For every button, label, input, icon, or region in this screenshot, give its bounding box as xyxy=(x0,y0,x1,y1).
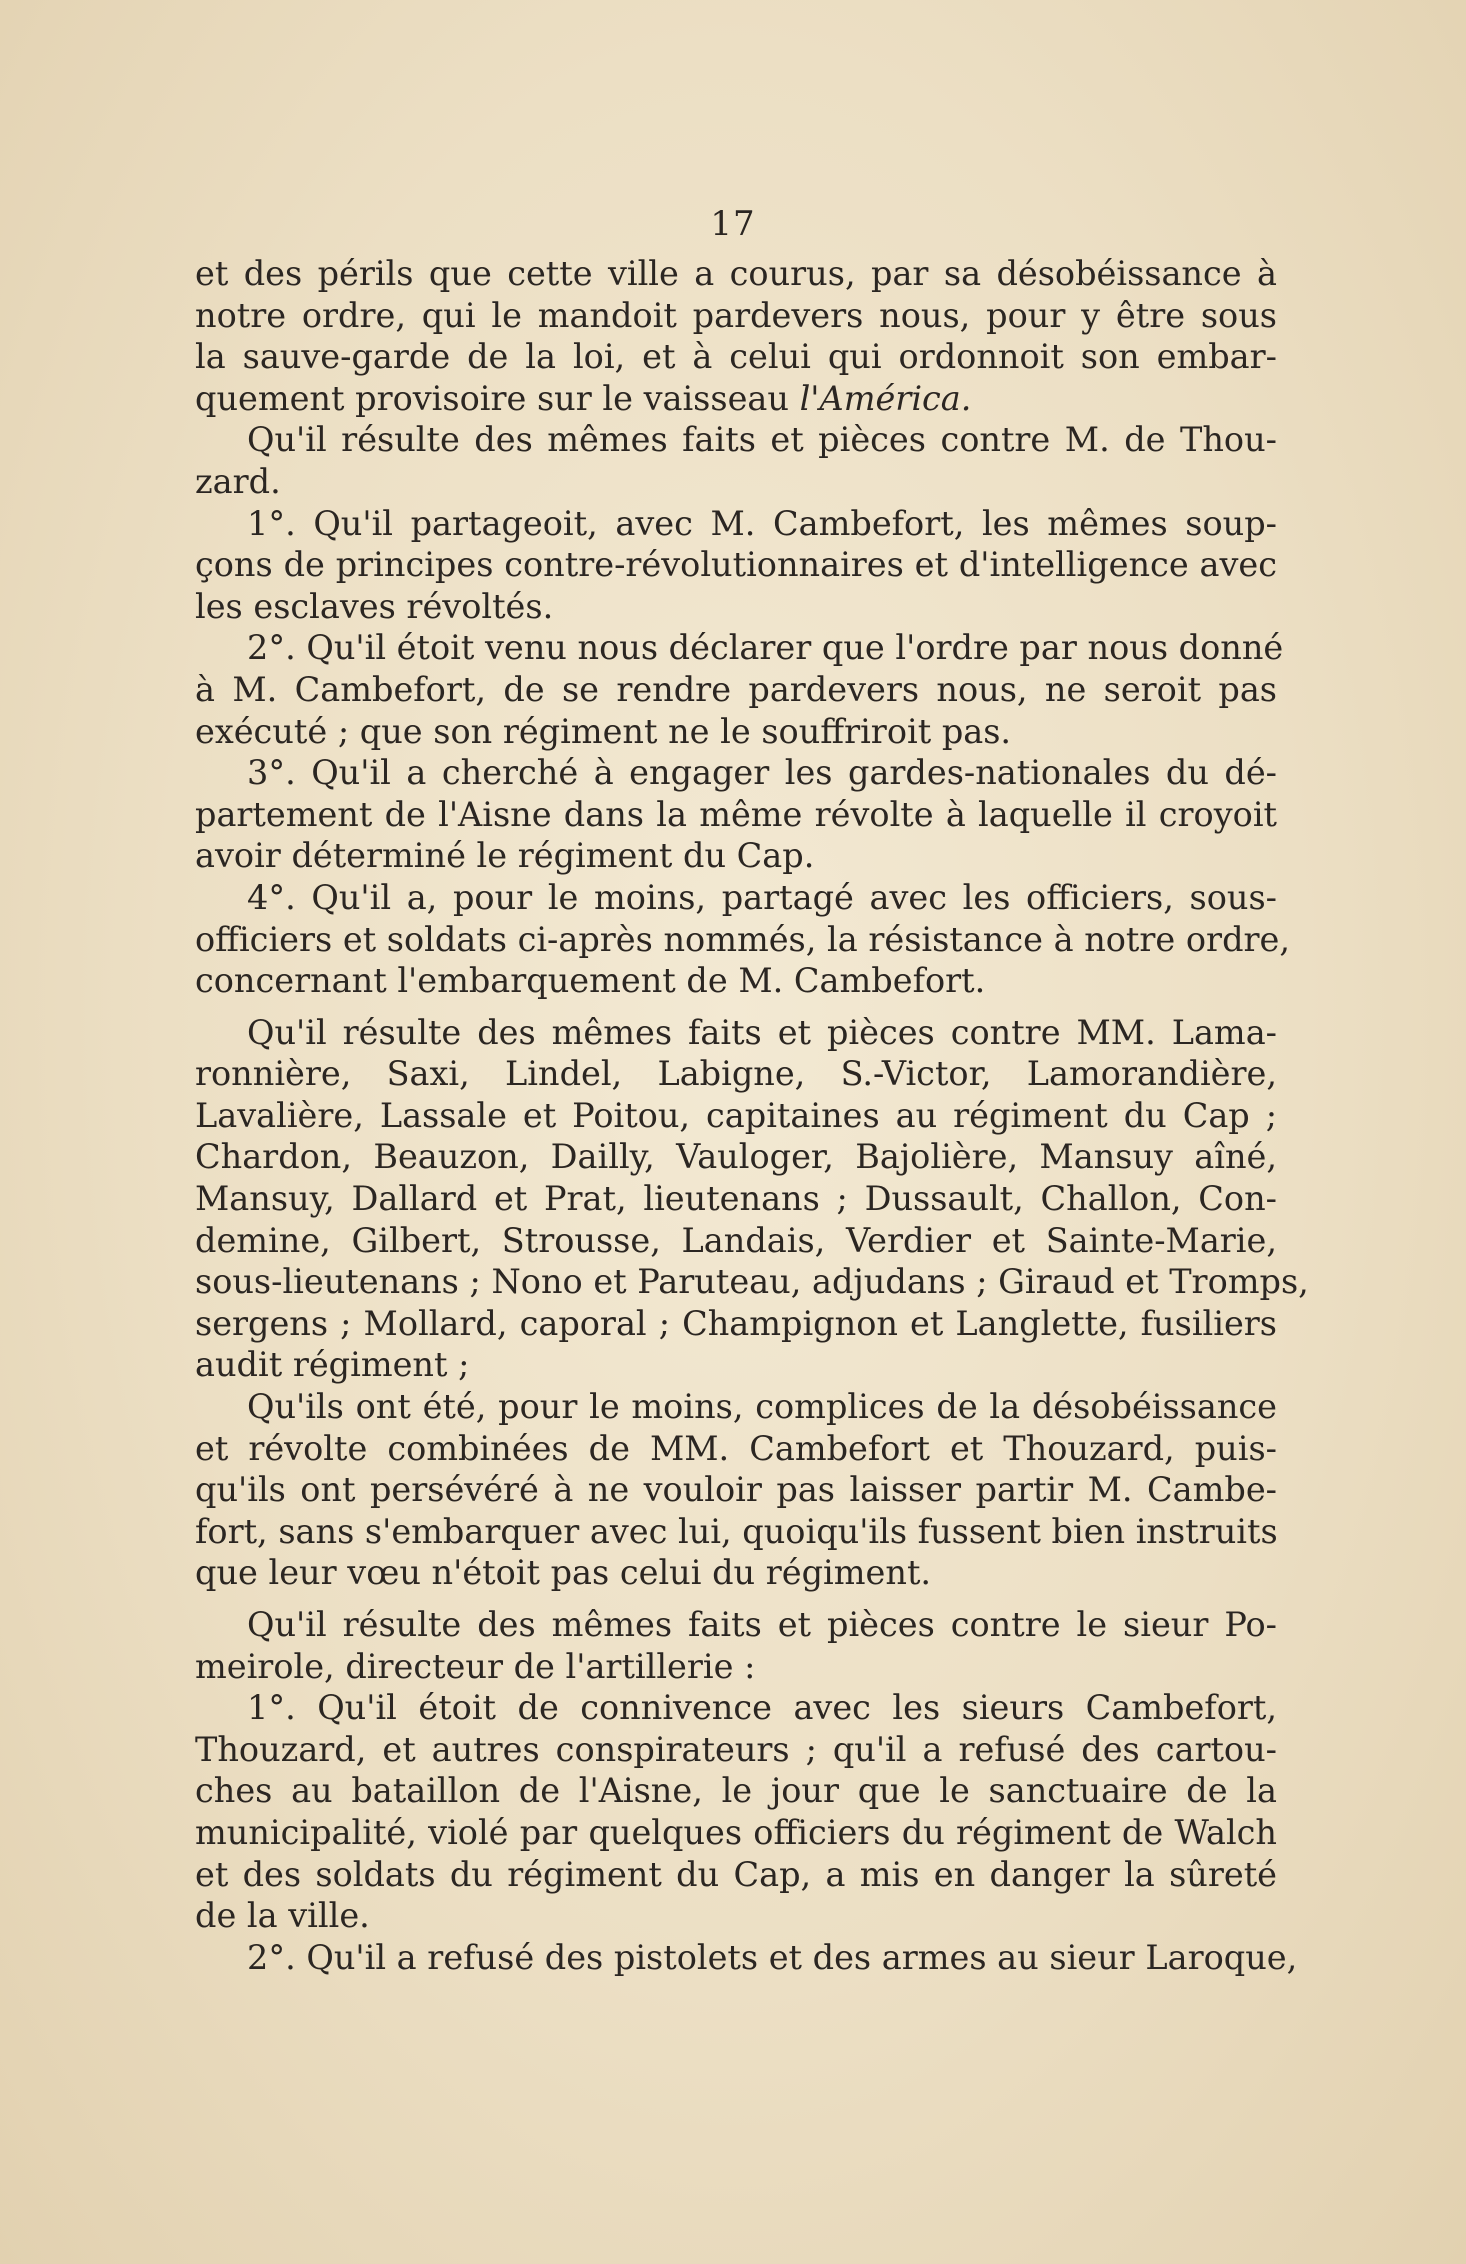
text-line-content: Qu'il résulte des mêmes faits et pièces contre M. de Thou- xyxy=(247,420,1277,460)
text-line-content: et des soldats du régiment du Cap, a mis en danger la sûreté xyxy=(195,1854,1277,1894)
text-line-content: 1°. Qu'il partageoit, avec M. Cambefort, les mêmes soup- xyxy=(247,503,1277,543)
text-line xyxy=(195,1895,1277,1937)
text-line-content: Thouzard, et autres conspirateurs ; qu'il a refusé des cartou- xyxy=(195,1729,1277,1769)
text-line xyxy=(195,378,1277,420)
text-line xyxy=(195,960,1277,1002)
text-line-content: exécuté ; que son régiment ne le souffriroit pas. xyxy=(195,711,1012,751)
text-line xyxy=(195,295,1277,337)
text-line xyxy=(195,1136,1277,1178)
text-line-content: officiers et soldats ci-après nommés, la résistance à notre ordre, xyxy=(195,919,1290,959)
text-line-content: demine, Gilbert, Strousse, Landais, Verdier et Sainte-Marie, xyxy=(195,1220,1277,1260)
text-line-content: sous-lieutenans ; Nono et Paruteau, adjudans ; Giraud et Tromps, xyxy=(195,1262,1309,1302)
text-line xyxy=(195,711,1277,753)
text-line xyxy=(195,794,1277,836)
text-line xyxy=(195,1012,1277,1054)
text-line xyxy=(195,336,1277,378)
text-line-content: les esclaves révoltés. xyxy=(195,586,554,626)
text-line xyxy=(195,1646,1277,1688)
page-number: 17 xyxy=(710,204,756,244)
text-line xyxy=(195,752,1277,794)
text-line xyxy=(195,1178,1277,1220)
text-line xyxy=(195,1261,1309,1303)
text-line-content: 3°. Qu'il a cherché à engager les gardes-nationales du dé- xyxy=(247,753,1277,793)
text-line xyxy=(195,544,1277,586)
text-line xyxy=(195,1729,1277,1771)
text-line-content: çons de principes contre-révolutionnaires et d'intelligence avec xyxy=(195,545,1277,585)
text-line-content: Lavalière, Lassale et Poitou, capitaines au régiment du Cap ; xyxy=(195,1095,1277,1135)
body-text xyxy=(195,253,1309,1978)
text-line-content: partement de l'Aisne dans la même révolte à laquelle il croyoit xyxy=(195,794,1277,834)
text-line-content: Qu'il résulte des mêmes faits et pièces contre MM. Lama- xyxy=(247,1012,1277,1052)
text-line xyxy=(195,1469,1277,1511)
text-line xyxy=(195,253,1277,295)
text-line xyxy=(195,1812,1277,1854)
text-line-content: meirole, directeur de l'artillerie : xyxy=(195,1646,756,1686)
text-line-content: zard. xyxy=(195,461,281,501)
text-line xyxy=(195,1428,1277,1470)
text-line-content: 2°. Qu'il a refusé des pistolets et des armes au sieur Laroque, xyxy=(247,1937,1298,1977)
text-line-content: 2°. Qu'il étoit venu nous déclarer que l'ordre par nous donné xyxy=(247,628,1284,668)
text-line xyxy=(195,1937,1298,1979)
text-line-content: ronnière, Saxi, Lindel, Labigne, S.-Victor, Lamorandière, xyxy=(195,1054,1277,1094)
text-line xyxy=(195,627,1284,669)
text-line xyxy=(195,1687,1277,1729)
text-line-content: sergens ; Mollard, caporal ; Champignon et Langlette, fusiliers xyxy=(195,1303,1277,1343)
text-line-content: ches au bataillon de l'Aisne, le jour que le sanctuaire de la xyxy=(195,1771,1277,1811)
text-line xyxy=(195,1053,1277,1095)
text-line xyxy=(195,1511,1277,1553)
text-line xyxy=(195,1344,1277,1386)
text-line-content: et des périls que cette ville a courus, par sa désobéissance à xyxy=(195,254,1277,293)
text-line-content: quement provisoire sur le vaisseau xyxy=(195,378,800,418)
text-line xyxy=(195,419,1277,461)
text-line xyxy=(195,1095,1277,1137)
text-line xyxy=(195,503,1277,545)
text-line-content: de la ville. xyxy=(195,1896,370,1936)
text-line xyxy=(195,1220,1277,1262)
text-line-content: 1°. Qu'il étoit de connivence avec les sieurs Cambefort, xyxy=(247,1688,1277,1728)
text-line xyxy=(195,1386,1277,1428)
text-line xyxy=(195,1303,1277,1345)
text-line xyxy=(195,669,1277,711)
text-line-content: Qu'il résulte des mêmes faits et pièces contre le sieur Po- xyxy=(247,1605,1277,1644)
text-line xyxy=(195,1552,1277,1594)
text-line xyxy=(195,919,1290,961)
text-line-content: 4°. Qu'il a, pour le moins, partagé avec les officiers, sous- xyxy=(247,877,1277,917)
text-line-content: la sauve-garde de la loi, et à celui qui ordonnoit son embar- xyxy=(195,337,1277,377)
text-line-content: concernant l'embarquement de M. Cambefort. xyxy=(195,961,986,1001)
text-line-content: Chardon, Beauzon, Dailly, Vauloger, Bajolière, Mansuy aîné, xyxy=(195,1137,1277,1177)
text-line-content: avoir déterminé le régiment du Cap. xyxy=(195,836,815,876)
text-line xyxy=(195,461,1277,503)
text-line-content: qu'ils ont persévéré à ne vouloir pas laisser partir M. Cambe- xyxy=(195,1470,1277,1510)
text-line-content: fort, sans s'embarquer avec lui, quoiqu'ils fussent bien instruits xyxy=(195,1511,1278,1551)
text-line xyxy=(195,1770,1277,1812)
text-line xyxy=(195,1854,1277,1896)
text-line-content: Mansuy, Dallard et Prat, lieutenans ; Dussault, Challon, Con- xyxy=(195,1179,1277,1219)
text-line-content: à M. Cambefort, de se rendre pardevers nous, ne seroit pas xyxy=(195,669,1277,709)
text-line-content: et révolte combinées de MM. Cambefort et Thouzard, puis- xyxy=(195,1428,1277,1468)
text-line-content: audit régiment ; xyxy=(195,1345,470,1385)
text-line-content: que leur vœu n'étoit pas celui du régiment. xyxy=(195,1553,932,1593)
text-line xyxy=(195,835,1277,877)
text-line-content: municipalité, violé par quelques officiers du régiment de Walch xyxy=(195,1812,1277,1852)
text-line-content: Qu'ils ont été, pour le moins, complices de la désobéissance xyxy=(247,1387,1277,1427)
text-line xyxy=(195,586,1277,628)
text-line-content: notre ordre, qui le mandoit pardevers nous, pour y être sous xyxy=(195,295,1277,335)
text-line xyxy=(195,877,1277,919)
text-line xyxy=(195,1604,1277,1646)
ship-name: l'América. xyxy=(799,378,972,418)
